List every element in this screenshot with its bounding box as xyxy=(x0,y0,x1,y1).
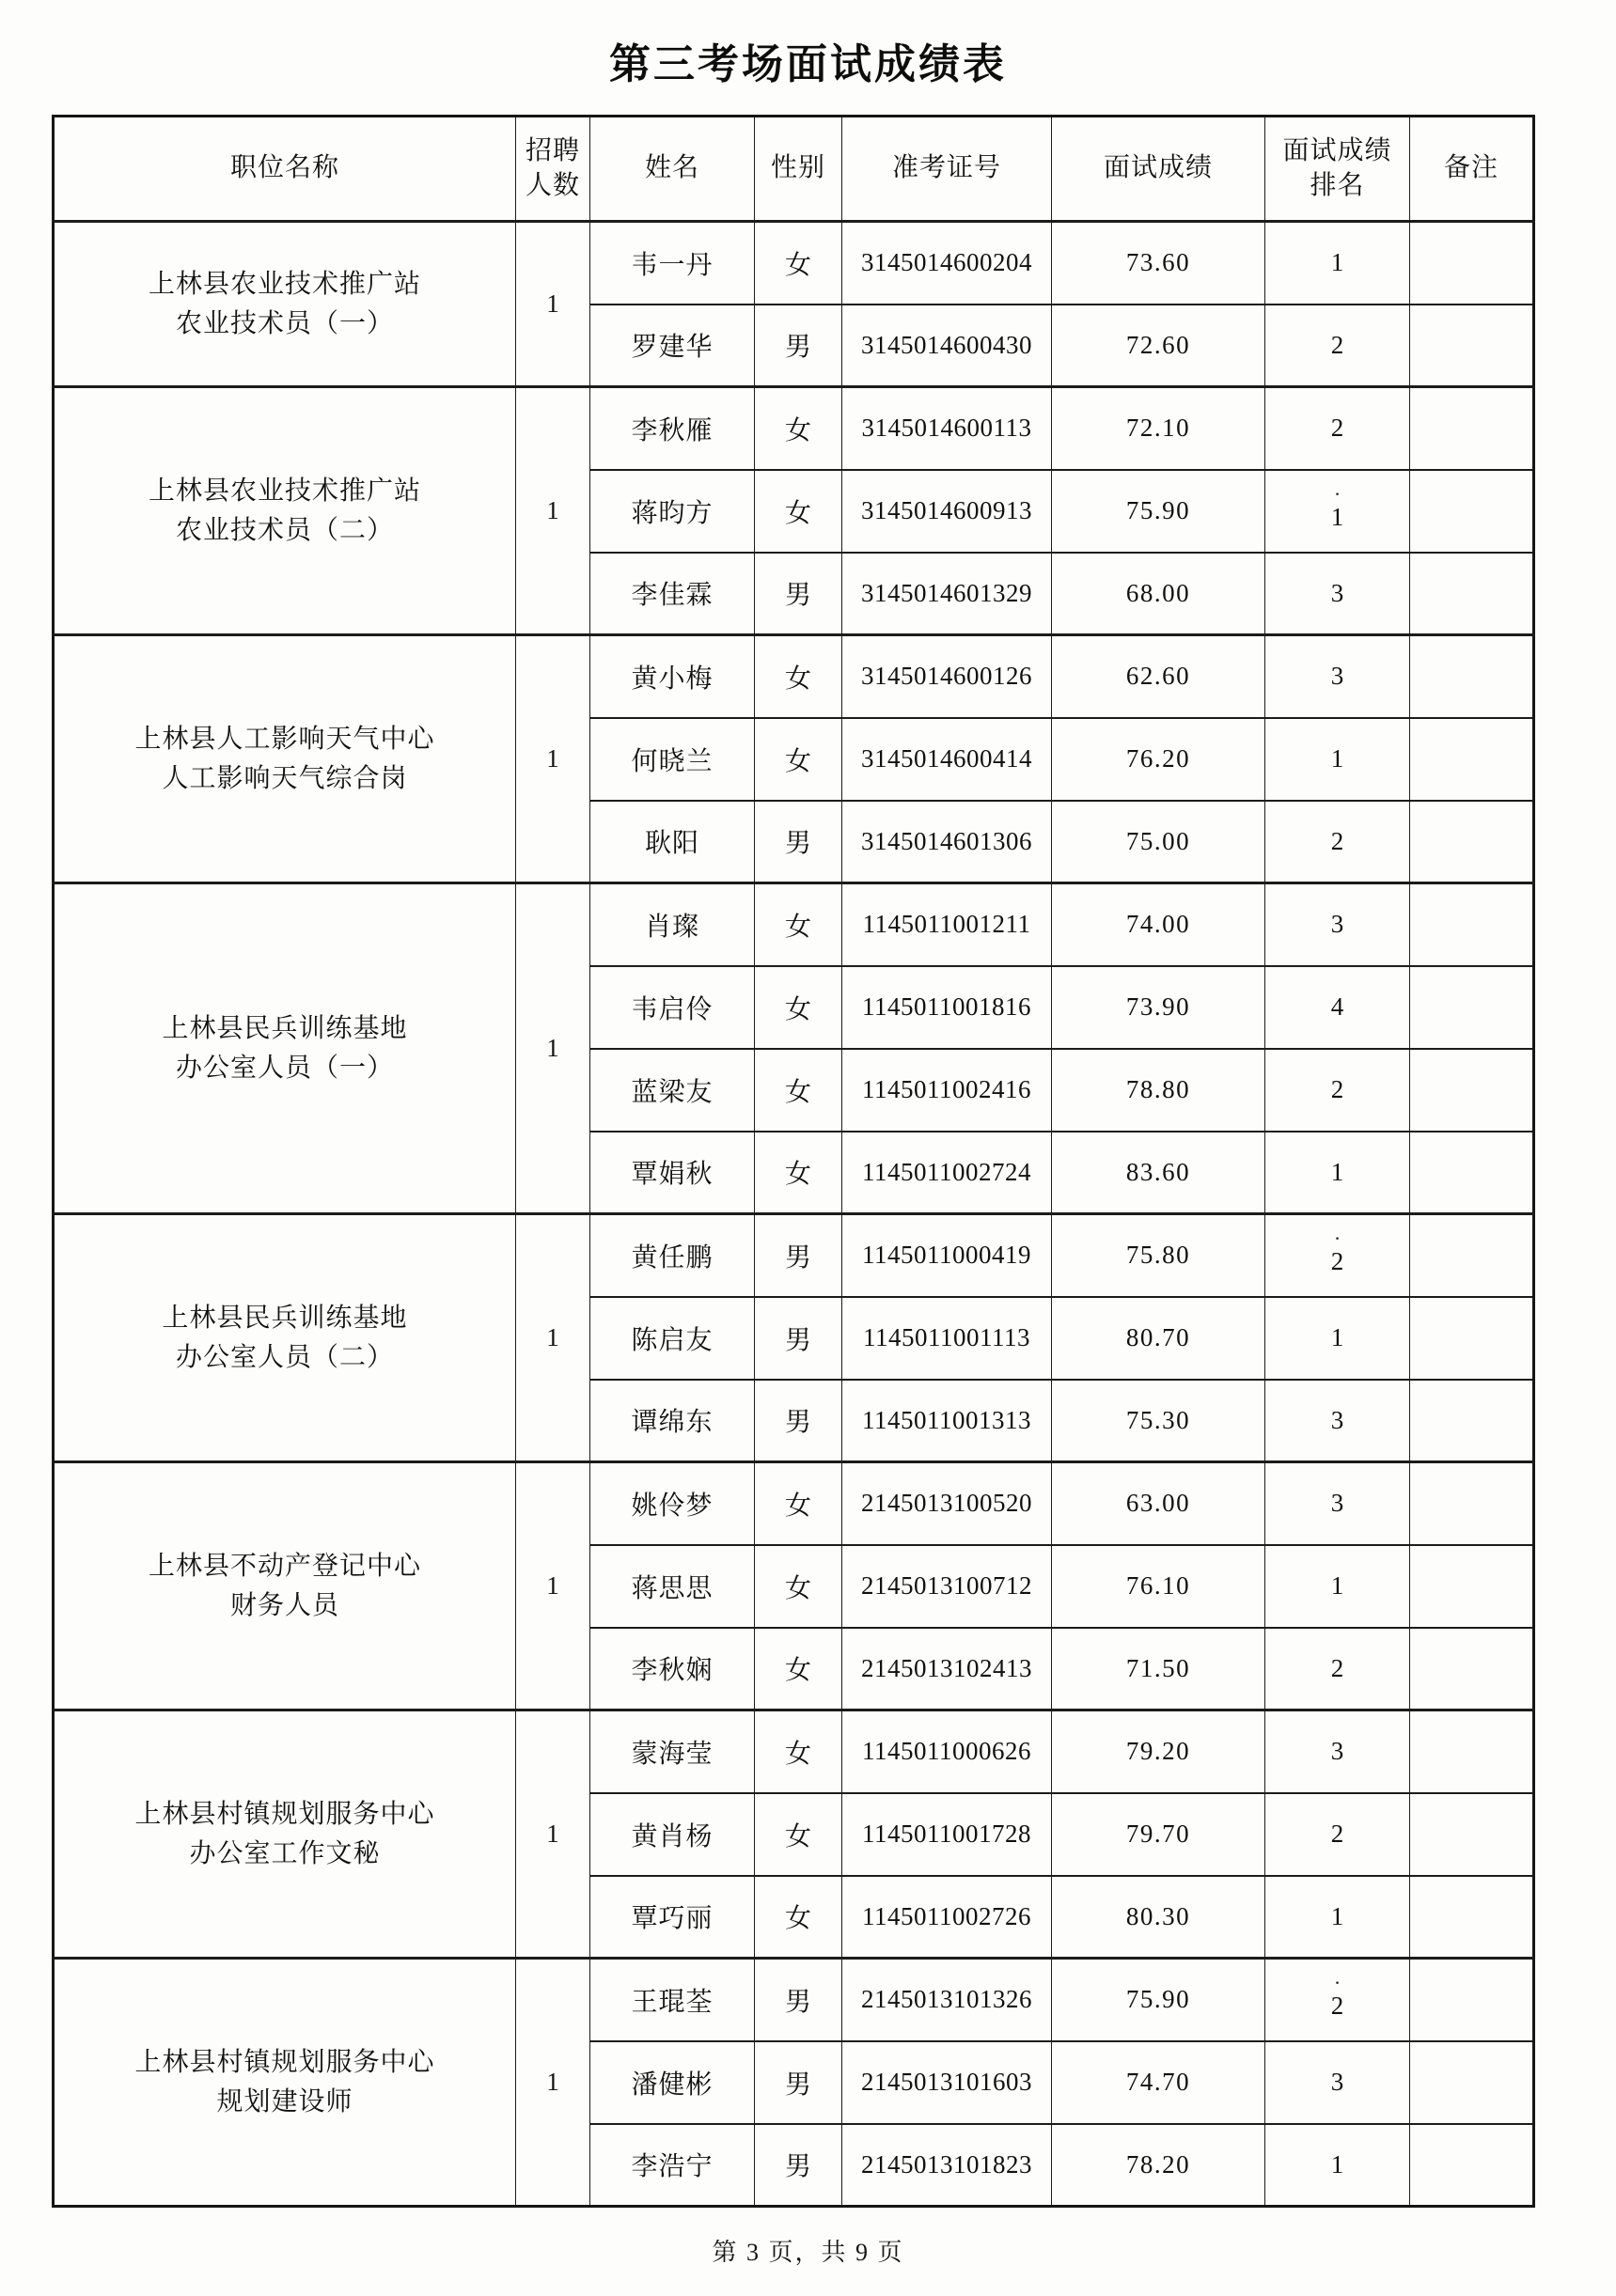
remark-cell xyxy=(1410,1462,1534,1545)
remark-cell xyxy=(1410,718,1534,801)
table-row xyxy=(54,1462,1534,1545)
rank-cell: 1 xyxy=(1265,718,1410,801)
score-cell: 68.00 xyxy=(1052,553,1265,635)
score-cell: 62.60 xyxy=(1052,635,1265,718)
gender-cell: 男 xyxy=(755,801,842,883)
ticket-number-cell: 2145013100712 xyxy=(842,1545,1052,1628)
gender-cell: 女 xyxy=(755,1462,842,1545)
remark-cell xyxy=(1410,1214,1534,1297)
remark-cell xyxy=(1410,1049,1534,1132)
ticket-number-cell: 1145011002416 xyxy=(842,1049,1052,1132)
remark-cell xyxy=(1410,2041,1534,2124)
score-cell: 76.10 xyxy=(1052,1545,1265,1628)
recruit-count-cell: 1 xyxy=(516,883,590,1214)
score-cell: 74.00 xyxy=(1052,883,1265,966)
gender-cell: 男 xyxy=(755,1214,842,1297)
gender-cell: 女 xyxy=(755,1793,842,1876)
position-cell: 上林县村镇规划服务中心 办公室工作文秘 xyxy=(54,1710,516,1959)
ticket-number-cell: 2145013101603 xyxy=(842,2041,1052,2124)
rank-cell: 2 xyxy=(1265,801,1410,883)
ticket-number-cell: 3145014601306 xyxy=(842,801,1052,883)
ticket-number-cell: 3145014600113 xyxy=(842,387,1052,470)
rank-cell: 1 xyxy=(1265,1545,1410,1628)
position-cell: 上林县不动产登记中心 财务人员 xyxy=(54,1462,516,1710)
name-cell: 潘健彬 xyxy=(590,2041,755,2124)
ticket-number-cell: 1145011000626 xyxy=(842,1710,1052,1793)
name-cell: 耿阳 xyxy=(590,801,755,883)
ticket-number-cell: 1145011002726 xyxy=(842,1876,1052,1959)
score-cell: 63.00 xyxy=(1052,1462,1265,1545)
name-cell: 黄肖杨 xyxy=(590,1793,755,1876)
gender-cell: 女 xyxy=(755,1628,842,1710)
ticket-number-cell: 2145013101823 xyxy=(842,2124,1052,2207)
score-cell: 75.90 xyxy=(1052,470,1265,553)
score-cell: 79.70 xyxy=(1052,1793,1265,1876)
name-cell: 黄任鹏 xyxy=(590,1214,755,1297)
speck-dot: · xyxy=(1333,1226,1341,1251)
gender-cell: 女 xyxy=(755,1545,842,1628)
rank-cell: 2 xyxy=(1265,387,1410,470)
page-number-footer: 第 3 页，共 9 页 xyxy=(712,2239,904,2266)
rank-cell: 2 xyxy=(1265,1049,1410,1132)
position-cell: 上林县农业技术推广站 农业技术员（二） xyxy=(54,387,516,635)
recruit-count-cell: 1 xyxy=(516,387,590,635)
recruit-count-cell: 1 xyxy=(516,1214,590,1462)
gender-cell: 女 xyxy=(755,222,842,305)
name-cell: 覃娟秋 xyxy=(590,1132,755,1214)
name-cell: 李秋娴 xyxy=(590,1628,755,1710)
rank-cell: 3 xyxy=(1265,2041,1410,2124)
header-cell: 招聘 人数 xyxy=(516,117,590,222)
rank-cell: 3 xyxy=(1265,1710,1410,1793)
remark-cell xyxy=(1410,553,1534,635)
interview-score-table xyxy=(52,115,1535,2208)
gender-cell: 男 xyxy=(755,2041,842,2124)
score-cell: 71.50 xyxy=(1052,1628,1265,1710)
recruit-count-cell: 1 xyxy=(516,1710,590,1959)
name-cell: 陈启友 xyxy=(590,1297,755,1380)
gender-cell: 女 xyxy=(755,718,842,801)
header-cell: 性别 xyxy=(755,117,842,222)
recruit-count-cell: 1 xyxy=(516,1959,590,2207)
gender-cell: 男 xyxy=(755,2124,842,2207)
gender-cell: 女 xyxy=(755,883,842,966)
remark-cell xyxy=(1410,222,1534,305)
score-cell: 78.20 xyxy=(1052,2124,1265,2207)
name-cell: 李浩宁 xyxy=(590,2124,755,2207)
score-cell: 73.60 xyxy=(1052,222,1265,305)
score-cell: 79.20 xyxy=(1052,1710,1265,1793)
table-body xyxy=(54,222,1534,2207)
remark-cell xyxy=(1410,801,1534,883)
remark-cell xyxy=(1410,1132,1534,1214)
rank-cell: 3 xyxy=(1265,635,1410,718)
table-row xyxy=(54,1959,1534,2041)
rank-cell: · 2 xyxy=(1265,1959,1410,2041)
score-cell: 75.30 xyxy=(1052,1380,1265,1462)
rank-cell: 3 xyxy=(1265,1462,1410,1545)
table-row xyxy=(54,635,1534,718)
gender-cell: 女 xyxy=(755,387,842,470)
remark-cell xyxy=(1410,1876,1534,1959)
remark-cell xyxy=(1410,883,1534,966)
name-cell: 蒙海莹 xyxy=(590,1710,755,1793)
remark-cell xyxy=(1410,387,1534,470)
remark-cell xyxy=(1410,1628,1534,1710)
page-title: 第三考场面试成绩表 xyxy=(609,41,1007,87)
gender-cell: 男 xyxy=(755,1380,842,1462)
score-cell: 72.10 xyxy=(1052,387,1265,470)
ticket-number-cell: 3145014600204 xyxy=(842,222,1052,305)
remark-cell xyxy=(1410,1297,1534,1380)
rank-cell: 1 xyxy=(1265,1297,1410,1380)
header-row xyxy=(54,117,1534,222)
rank-cell: 3 xyxy=(1265,1380,1410,1462)
score-cell: 80.70 xyxy=(1052,1297,1265,1380)
gender-cell: 男 xyxy=(755,1297,842,1380)
remark-cell xyxy=(1410,1959,1534,2041)
table-row xyxy=(54,387,1534,470)
rank-cell: 2 xyxy=(1265,305,1410,387)
rank-cell: 1 xyxy=(1265,1132,1410,1214)
header-cell: 面试成绩 xyxy=(1052,117,1265,222)
remark-cell xyxy=(1410,1793,1534,1876)
rank-cell: 1 xyxy=(1265,222,1410,305)
speck-dot: · xyxy=(1333,482,1341,506)
ticket-number-cell: 3145014601329 xyxy=(842,553,1052,635)
ticket-number-cell: 2145013101326 xyxy=(842,1959,1052,2041)
rank-cell: 3 xyxy=(1265,553,1410,635)
position-cell: 上林县村镇规划服务中心 规划建设师 xyxy=(54,1959,516,2207)
ticket-number-cell: 1145011001313 xyxy=(842,1380,1052,1462)
speck-dot: · xyxy=(1333,1971,1341,1995)
remark-cell xyxy=(1410,305,1534,387)
remark-cell xyxy=(1410,1710,1534,1793)
remark-cell xyxy=(1410,470,1534,553)
gender-cell: 女 xyxy=(755,1710,842,1793)
gender-cell: 女 xyxy=(755,966,842,1049)
gender-cell: 女 xyxy=(755,1132,842,1214)
score-cell: 72.60 xyxy=(1052,305,1265,387)
ticket-number-cell: 3145014600414 xyxy=(842,718,1052,801)
position-cell: 上林县农业技术推广站 农业技术员（一） xyxy=(54,222,516,387)
name-cell: 肖璨 xyxy=(590,883,755,966)
gender-cell: 女 xyxy=(755,470,842,553)
score-cell: 78.80 xyxy=(1052,1049,1265,1132)
gender-cell: 男 xyxy=(755,305,842,387)
name-cell: 谭绵东 xyxy=(590,1380,755,1462)
rank-cell: · 1 xyxy=(1265,470,1410,553)
name-cell: 蓝梁友 xyxy=(590,1049,755,1132)
ticket-number-cell: 1145011001728 xyxy=(842,1793,1052,1876)
remark-cell xyxy=(1410,1380,1534,1462)
ticket-number-cell: 1145011000419 xyxy=(842,1214,1052,1297)
name-cell: 韦启伶 xyxy=(590,966,755,1049)
name-cell: 李佳霖 xyxy=(590,553,755,635)
ticket-number-cell: 1145011002724 xyxy=(842,1132,1052,1214)
ticket-number-cell: 1145011001816 xyxy=(842,966,1052,1049)
name-cell: 姚伶梦 xyxy=(590,1462,755,1545)
gender-cell: 女 xyxy=(755,635,842,718)
score-cell: 76.20 xyxy=(1052,718,1265,801)
header-cell: 准考证号 xyxy=(842,117,1052,222)
position-cell: 上林县民兵训练基地 办公室人员（一） xyxy=(54,883,516,1214)
remark-cell xyxy=(1410,2124,1534,2207)
rank-cell: 1 xyxy=(1265,2124,1410,2207)
recruit-count-cell: 1 xyxy=(516,635,590,883)
name-cell: 蒋思思 xyxy=(590,1545,755,1628)
table-row xyxy=(54,883,1534,966)
table-row xyxy=(54,1710,1534,1793)
name-cell: 黄小梅 xyxy=(590,635,755,718)
ticket-number-cell: 2145013100520 xyxy=(842,1462,1052,1545)
name-cell: 李秋雁 xyxy=(590,387,755,470)
header-cell: 职位名称 xyxy=(54,117,516,222)
table-row xyxy=(54,1214,1534,1297)
position-cell: 上林县民兵训练基地 办公室人员（二） xyxy=(54,1214,516,1462)
name-cell: 覃巧丽 xyxy=(590,1876,755,1959)
gender-cell: 女 xyxy=(755,1049,842,1132)
header-cell: 面试成绩 排名 xyxy=(1265,117,1410,222)
recruit-count-cell: 1 xyxy=(516,222,590,387)
ticket-number-cell: 2145013102413 xyxy=(842,1628,1052,1710)
ticket-number-cell: 3145014600430 xyxy=(842,305,1052,387)
name-cell: 罗建华 xyxy=(590,305,755,387)
name-cell: 何晓兰 xyxy=(590,718,755,801)
ticket-number-cell: 1145011001113 xyxy=(842,1297,1052,1380)
rank-cell: 1 xyxy=(1265,1876,1410,1959)
rank-cell: · 2 xyxy=(1265,1214,1410,1297)
remark-cell xyxy=(1410,1545,1534,1628)
position-cell: 上林县人工影响天气中心 人工影响天气综合岗 xyxy=(54,635,516,883)
score-cell: 74.70 xyxy=(1052,2041,1265,2124)
score-cell: 80.30 xyxy=(1052,1876,1265,1959)
rank-cell: 4 xyxy=(1265,966,1410,1049)
name-cell: 王琨荃 xyxy=(590,1959,755,2041)
name-cell: 蒋昀方 xyxy=(590,470,755,553)
score-cell: 75.80 xyxy=(1052,1214,1265,1297)
ticket-number-cell: 1145011001211 xyxy=(842,883,1052,966)
header-cell: 备注 xyxy=(1410,117,1534,222)
ticket-number-cell: 3145014600913 xyxy=(842,470,1052,553)
rank-cell: 2 xyxy=(1265,1793,1410,1876)
score-cell: 83.60 xyxy=(1052,1132,1265,1214)
table-header xyxy=(54,117,1534,222)
name-cell: 韦一丹 xyxy=(590,222,755,305)
score-cell: 75.90 xyxy=(1052,1959,1265,2041)
gender-cell: 男 xyxy=(755,1959,842,2041)
gender-cell: 男 xyxy=(755,553,842,635)
score-cell: 75.00 xyxy=(1052,801,1265,883)
header-cell: 姓名 xyxy=(590,117,755,222)
score-cell: 73.90 xyxy=(1052,966,1265,1049)
gender-cell: 女 xyxy=(755,1876,842,1959)
rank-cell: 3 xyxy=(1265,883,1410,966)
remark-cell xyxy=(1410,635,1534,718)
table-row xyxy=(54,222,1534,305)
ticket-number-cell: 3145014600126 xyxy=(842,635,1052,718)
rank-cell: 2 xyxy=(1265,1628,1410,1710)
remark-cell xyxy=(1410,966,1534,1049)
recruit-count-cell: 1 xyxy=(516,1462,590,1710)
